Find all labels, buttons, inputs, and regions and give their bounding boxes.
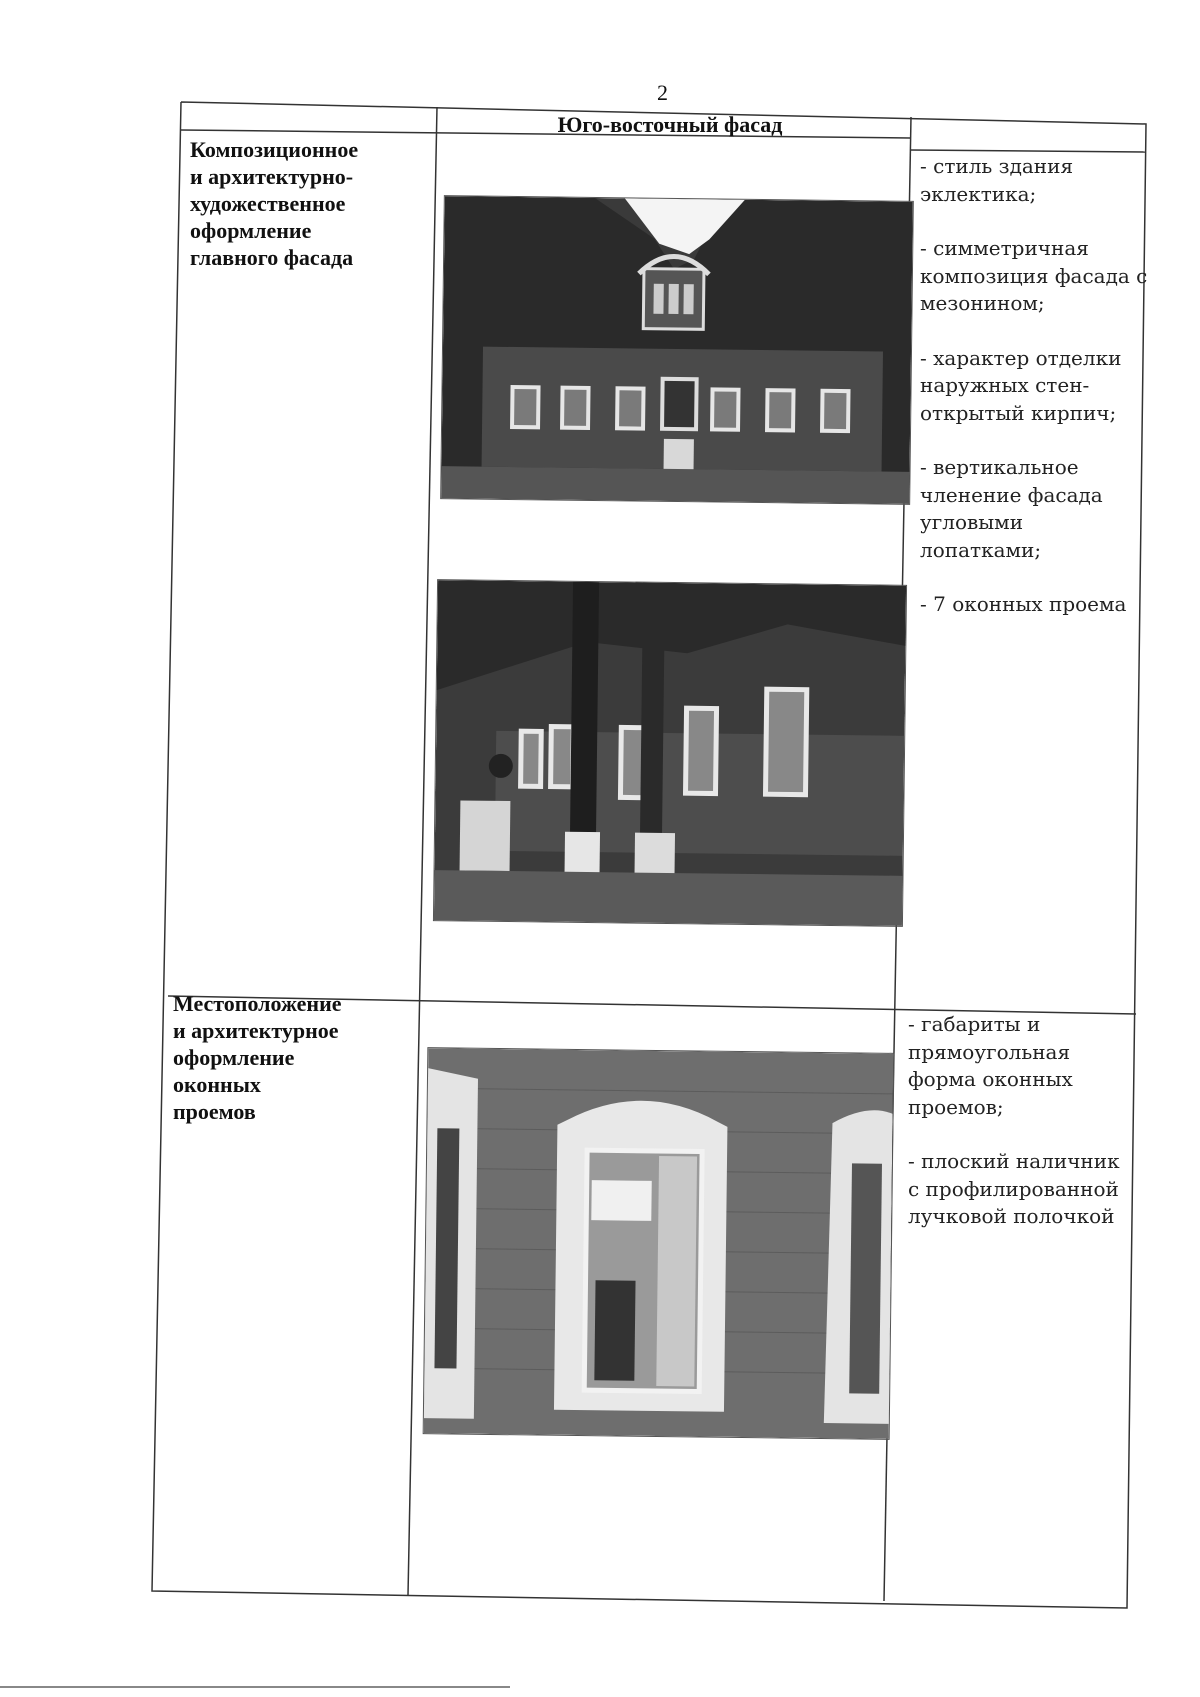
description-line: членение фасада	[920, 482, 1103, 507]
description-item	[920, 591, 1155, 619]
row-2-label-line: оконных	[173, 1072, 261, 1097]
description-line: - плоский наличник	[908, 1149, 1120, 1173]
row-1-label	[190, 136, 410, 271]
window-photo	[423, 1047, 895, 1440]
row-1-label-line: художественное	[190, 191, 346, 216]
row-1-label-line: главного фасада	[190, 245, 354, 270]
facade-photo	[440, 195, 914, 505]
description-line: лопатками;	[920, 537, 1042, 562]
row-2-description	[908, 1011, 1143, 1258]
description-line: композиция фасада с	[920, 263, 1148, 288]
description-line: - габариты и	[908, 1012, 1041, 1036]
facade-side-photo-image	[434, 580, 906, 926]
description-line: форма оконных	[908, 1067, 1073, 1091]
description-line: - 7 оконных проема	[920, 592, 1127, 616]
row-2-label-line: проемов	[173, 1099, 256, 1124]
description-item	[920, 345, 1155, 428]
facade-side-photo	[433, 579, 907, 927]
description-line: - стиль здания	[920, 154, 1074, 178]
row-2-label	[173, 990, 393, 1125]
row-2-label-line: оформление	[173, 1045, 295, 1070]
description-line: угловыми	[920, 510, 1024, 534]
description-line: проемов;	[908, 1094, 1004, 1119]
row-1-label-line: Композиционное	[190, 137, 359, 162]
description-line: открытый кирпич;	[920, 400, 1117, 425]
description-item	[908, 1011, 1143, 1121]
scan-edge-line	[0, 1686, 510, 1688]
page-number: 2	[657, 80, 668, 105]
window-photo-image	[424, 1048, 894, 1439]
row-1-label-line: оформление	[190, 218, 312, 243]
description-item	[920, 454, 1155, 564]
row-1-description	[920, 153, 1155, 646]
description-line: - характер отделки	[920, 345, 1122, 370]
description-item	[920, 153, 1155, 208]
description-line: эклектика;	[920, 181, 1037, 206]
description-line: лучковой полочкой	[908, 1204, 1115, 1228]
facade-photo-image	[441, 196, 913, 504]
description-line: - симметричная	[920, 236, 1089, 260]
description-line: - вертикальное	[920, 455, 1079, 479]
description-line: наружных стен-	[920, 373, 1090, 397]
description-line: с профилированной	[908, 1176, 1119, 1201]
description-item	[908, 1148, 1143, 1231]
description-item	[920, 235, 1155, 318]
row-2-label-line: Местоположение	[173, 991, 342, 1016]
table-header: Юго-восточный фасад	[557, 112, 783, 137]
row-1-label-line: и архитектурно-	[190, 164, 354, 189]
row-2-label-line: и архитектурное	[173, 1018, 339, 1043]
description-line: мезонином;	[920, 291, 1045, 315]
description-line: прямоугольная	[908, 1039, 1071, 1064]
